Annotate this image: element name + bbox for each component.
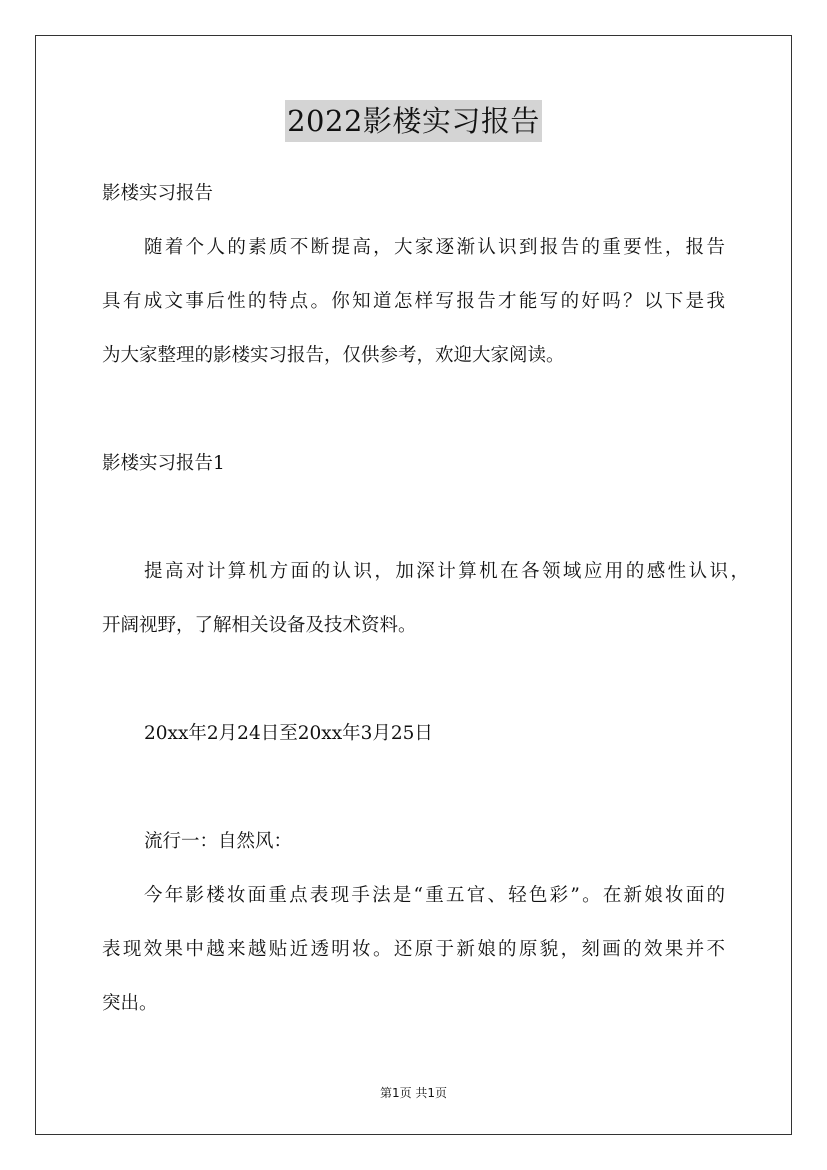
page-footer: 第1页 共1页 <box>379 1086 448 1100</box>
subtitle-line: 影楼实习报告 <box>102 183 214 204</box>
title-container <box>0 100 827 142</box>
paragraph-line: 提高对计算机方面的认识，加深计算机在各领域应用的感性认识， <box>144 561 749 582</box>
paragraph-line: 流行一：自然风： <box>144 831 293 852</box>
paragraph-line: 突出。 <box>102 993 158 1014</box>
paragraph-line: 为大家整理的影楼实习报告，仅供参考，欢迎大家阅读。 <box>102 345 565 366</box>
paragraph-line: 具有成文事后性的特点。你知道怎样写报告才能写的好吗？以下是我 <box>102 291 725 312</box>
paragraph-line: 开阔视野，了解相关设备及技术资料。 <box>102 615 417 636</box>
paragraph-line: 随着个人的素质不断提高，大家逐渐认识到报告的重要性，报告 <box>144 237 725 258</box>
paragraph-line: 今年影楼妆面重点表现手法是“重五官、轻色彩”。在新娘妆面的 <box>144 885 725 906</box>
section-heading: 影楼实习报告1 <box>102 453 225 474</box>
date-range-line: 20xx年2月24日至20xx年3月25日 <box>144 723 433 744</box>
paragraph-line: 表现效果中越来越贴近透明妆。还原于新娘的原貌，刻画的效果并不 <box>102 939 725 960</box>
document-title: 2022影楼实习报告 <box>285 100 542 142</box>
